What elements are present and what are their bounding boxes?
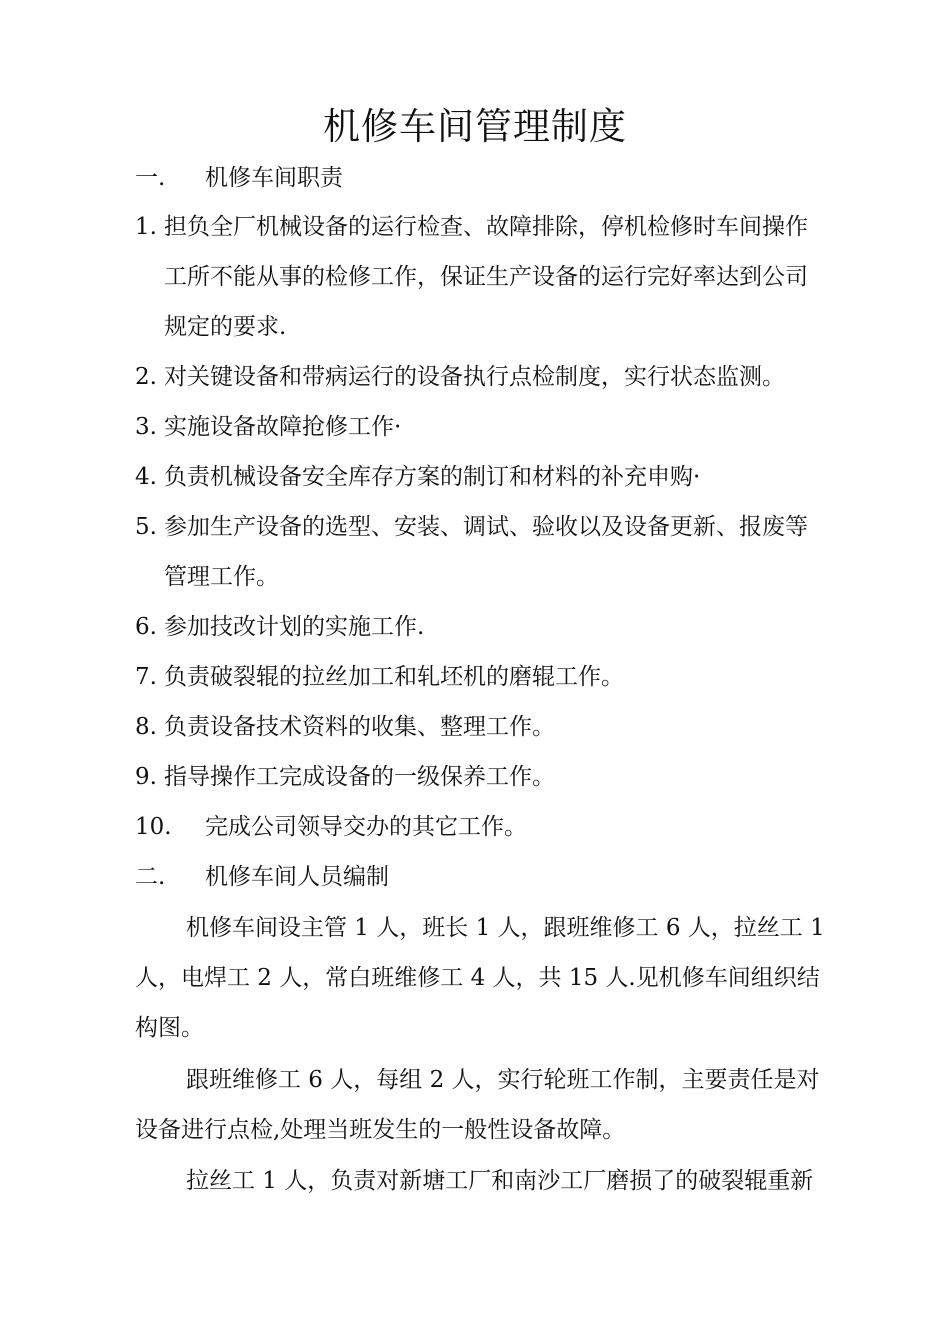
item-text: 完成公司领导交办的其它工作。	[205, 814, 527, 840]
paragraph-2-line: 跟班维修工 6 人，每组 2 人，实行轮班工作制，主要责任是对	[186, 1067, 820, 1093]
item-number: 6.	[135, 614, 157, 640]
item-number: 10.	[135, 814, 172, 840]
list-item-10	[135, 811, 835, 843]
section-heading-text: 机修车间人员编制	[205, 864, 389, 890]
item-text: 参加技改计划的实施工作.	[164, 614, 425, 640]
list-item-5	[135, 511, 835, 543]
section-number: 二.	[135, 864, 166, 890]
list-item-6	[135, 611, 835, 643]
item-number: 7.	[135, 664, 157, 690]
paragraph-2-line: 设备进行点检,处理当班发生的一般性设备故障。	[135, 1117, 626, 1143]
list-item-4	[135, 461, 835, 493]
list-item-9	[135, 761, 835, 793]
section-number: 一.	[135, 165, 166, 191]
item-text: 参加生产设备的选型、安装、调试、验收以及设备更新、报废等	[164, 514, 808, 540]
paragraph-1-line: 构图。	[135, 1015, 204, 1041]
list-item-7	[135, 661, 835, 693]
list-item-5-continued: 管理工作。	[164, 564, 279, 590]
item-text: 对关键设备和带病运行的设备执行点检制度，实行状态监测。	[164, 364, 785, 390]
item-text: 担负全厂机械设备的运行检查、故障排除，停机检修时车间操作	[164, 214, 808, 240]
item-text: 负责设备技术资料的收集、整理工作。	[164, 714, 555, 740]
item-number: 8.	[135, 714, 157, 740]
section-heading-2	[135, 861, 835, 893]
item-text: 负责破裂辊的拉丝加工和轧坯机的磨辊工作。	[164, 664, 624, 690]
item-number: 5.	[135, 514, 157, 540]
list-item-1-continued: 工所不能从事的检修工作，保证生产设备的运行完好率达到公司	[164, 264, 808, 290]
item-text: 负责机械设备安全库存方案的制订和材料的补充申购·	[164, 464, 701, 490]
item-number: 3.	[135, 414, 157, 440]
list-item-3	[135, 411, 835, 443]
item-number: 1.	[135, 214, 157, 240]
list-item-2	[135, 361, 835, 393]
paragraph-3-line: 拉丝工 1 人，负责对新塘工厂和南沙工厂磨损了的破裂辊重新	[186, 1168, 814, 1194]
item-text: 指导操作工完成设备的一级保养工作。	[164, 764, 555, 790]
item-number: 4.	[135, 464, 157, 490]
item-text: 实施设备故障抢修工作·	[164, 414, 402, 440]
paragraph-1-line: 机修车间设主管 1 人，班长 1 人，跟班维修工 6 人，拉丝工 1	[186, 915, 825, 941]
list-item-1-continued: 规定的要求.	[164, 314, 287, 340]
list-item-8	[135, 711, 835, 743]
section-heading-1	[135, 162, 835, 194]
paragraph-1-line: 人，电焊工 2 人，常白班维修工 4 人，共 15 人.见机修车间组织结	[135, 965, 820, 991]
item-number: 2.	[135, 364, 157, 390]
list-item-1	[135, 211, 835, 243]
section-heading-text: 机修车间职责	[205, 165, 343, 191]
item-number: 9.	[135, 764, 157, 790]
document-title: 机修车间管理制度	[323, 105, 627, 148]
